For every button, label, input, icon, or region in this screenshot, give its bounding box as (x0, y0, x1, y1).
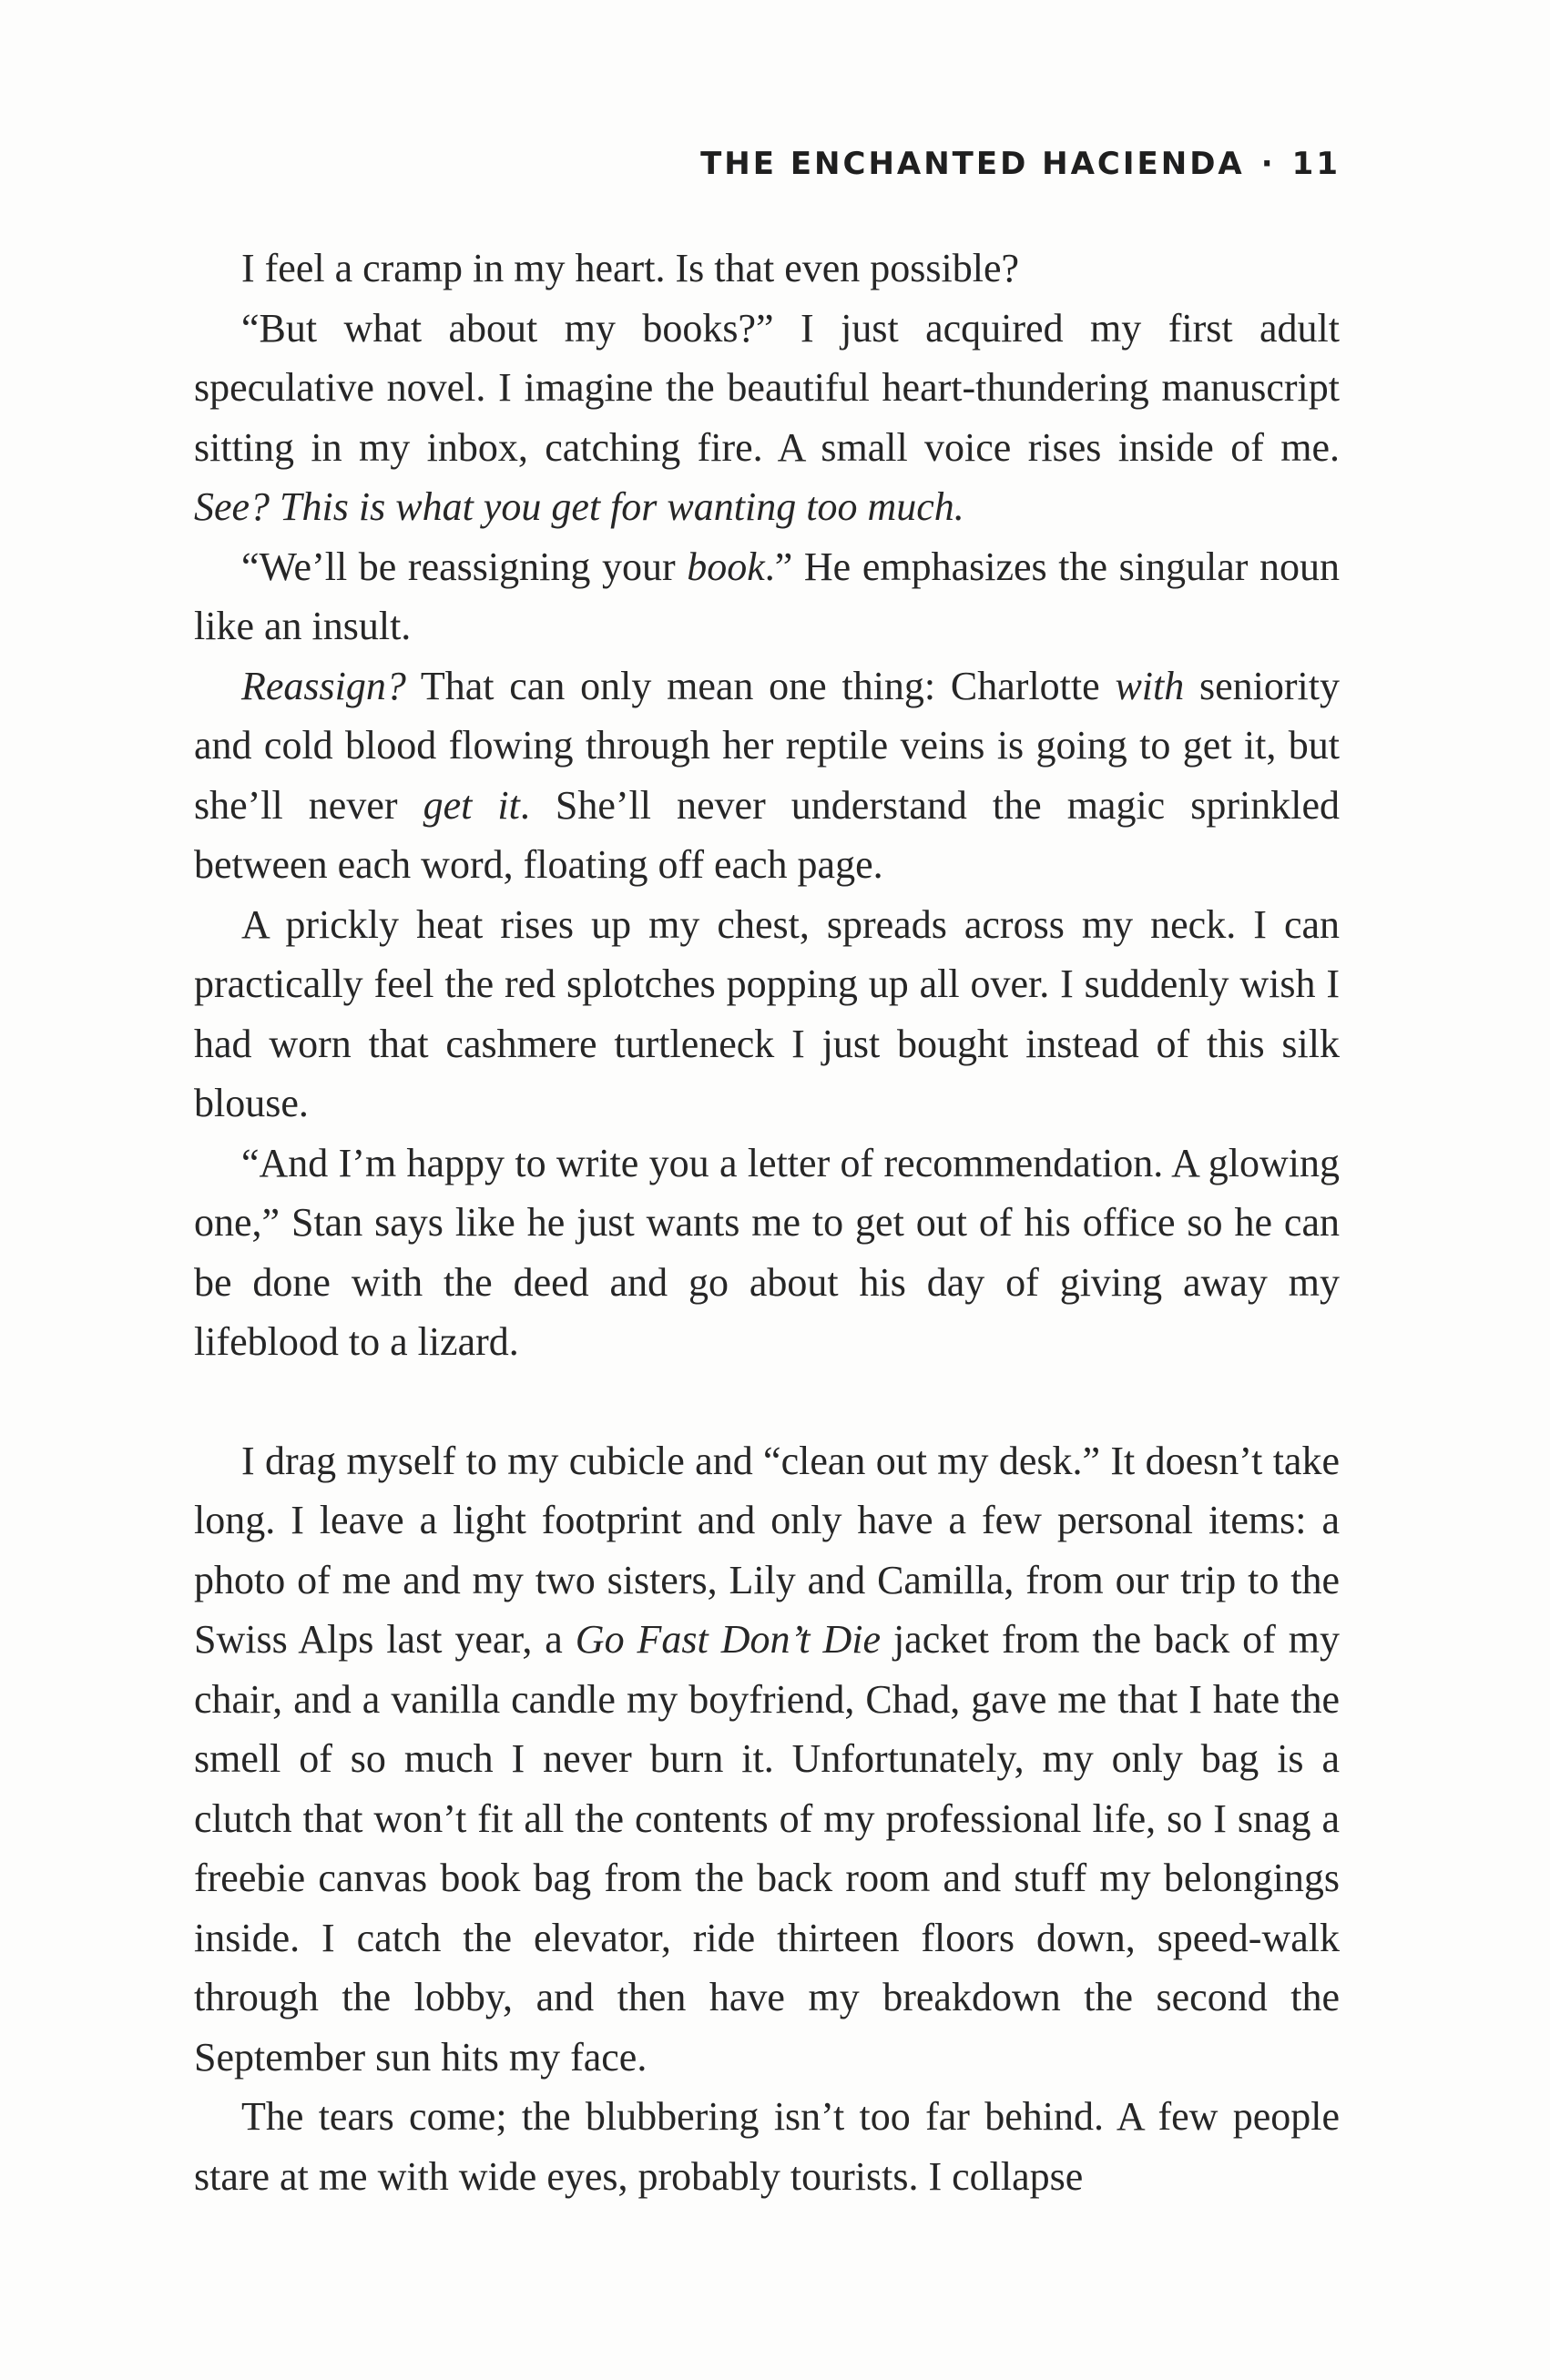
text-run: “We’ll be reassigning your (241, 544, 688, 589)
paragraph (194, 537, 1340, 656)
italic-text: book (687, 544, 765, 589)
italic-text: with (1115, 663, 1185, 708)
text-run: The tears come; the blubbering isn’t too far behind. A few people stare at me with wide eyes, probably tourists. I collapse (194, 2094, 1340, 2199)
text-run: seniority and cold blood flowing through her reptile veins is going to get it, but she’ll never (194, 663, 1340, 828)
header-separator: · (1260, 146, 1276, 182)
text-run: I drag myself to my cubicle and “clean out my desk.” It doesn’t take long. I leave a light footprint and only have a few personal items: a photo of me and my two sisters, Lily and Camilla, from our trip to the Swiss Alps last year, a (194, 1438, 1340, 1662)
running-head (700, 146, 1341, 182)
text-run: “But what about my books?” I just acquired my first adult speculative novel. I imagine the beautiful heart-thundering manuscript sitting in my inbox, catching fire. A small voice rises inside of me. (194, 305, 1340, 470)
paragraph (194, 2087, 1340, 2206)
text-run: . She’ll never understand the magic sprinkled between each word, floating off each page. (194, 782, 1341, 887)
text-run: .” He emphasizes the singular noun like an insult. (194, 544, 1341, 648)
italic-text: Reassign? (241, 663, 406, 708)
paragraph (194, 299, 1340, 537)
text-run: “And I’m happy to write you a letter of recommendation. A glowing one,” Stan says like he just wants me to get out of his office so he can be done with the deed and go about his day of giving away my lifeblood to a lizard. (194, 1140, 1340, 1364)
paragraph (194, 1431, 1340, 2088)
text-run: A prickly heat rises up my chest, spreads across my neck. I can practically feel the red splotches popping up all over. I suddenly wish I had worn that cashmere turtleneck I just bought instead of this silk blouse. (194, 901, 1340, 1125)
paragraph (194, 656, 1340, 895)
italic-text: See? This is what you get for wanting too much. (194, 484, 964, 529)
paragraph (194, 1134, 1340, 1372)
paragraph (194, 895, 1340, 1134)
book-title: THE ENCHANTED HACIENDA (700, 146, 1245, 182)
italic-text: get it (423, 782, 520, 828)
text-run: I feel a cramp in my heart. Is that even possible? (241, 246, 1020, 290)
page-number: 11 (1291, 146, 1341, 182)
italic-text: Go Fast Don’t Die (575, 1617, 881, 1662)
body-text (194, 239, 1340, 2206)
text-run: jacket from the back of my chair, and a vanilla candle my boyfriend, Chad, gave me that I hate the smell of so much I never burn it. Unfortunately, my only bag is a clutch that won’t fit all the contents of my professional life, so I snag a freebie canvas book bag from the back room and stuff my belongings inside. I catch the elevator, ride thirteen floors down, speed-walk through the lobby, and then have my breakdown the second the September sun hits my face. (194, 1617, 1340, 2080)
paragraph (194, 239, 1340, 299)
text-run: That can only mean one thing: Charlotte (405, 663, 1116, 708)
